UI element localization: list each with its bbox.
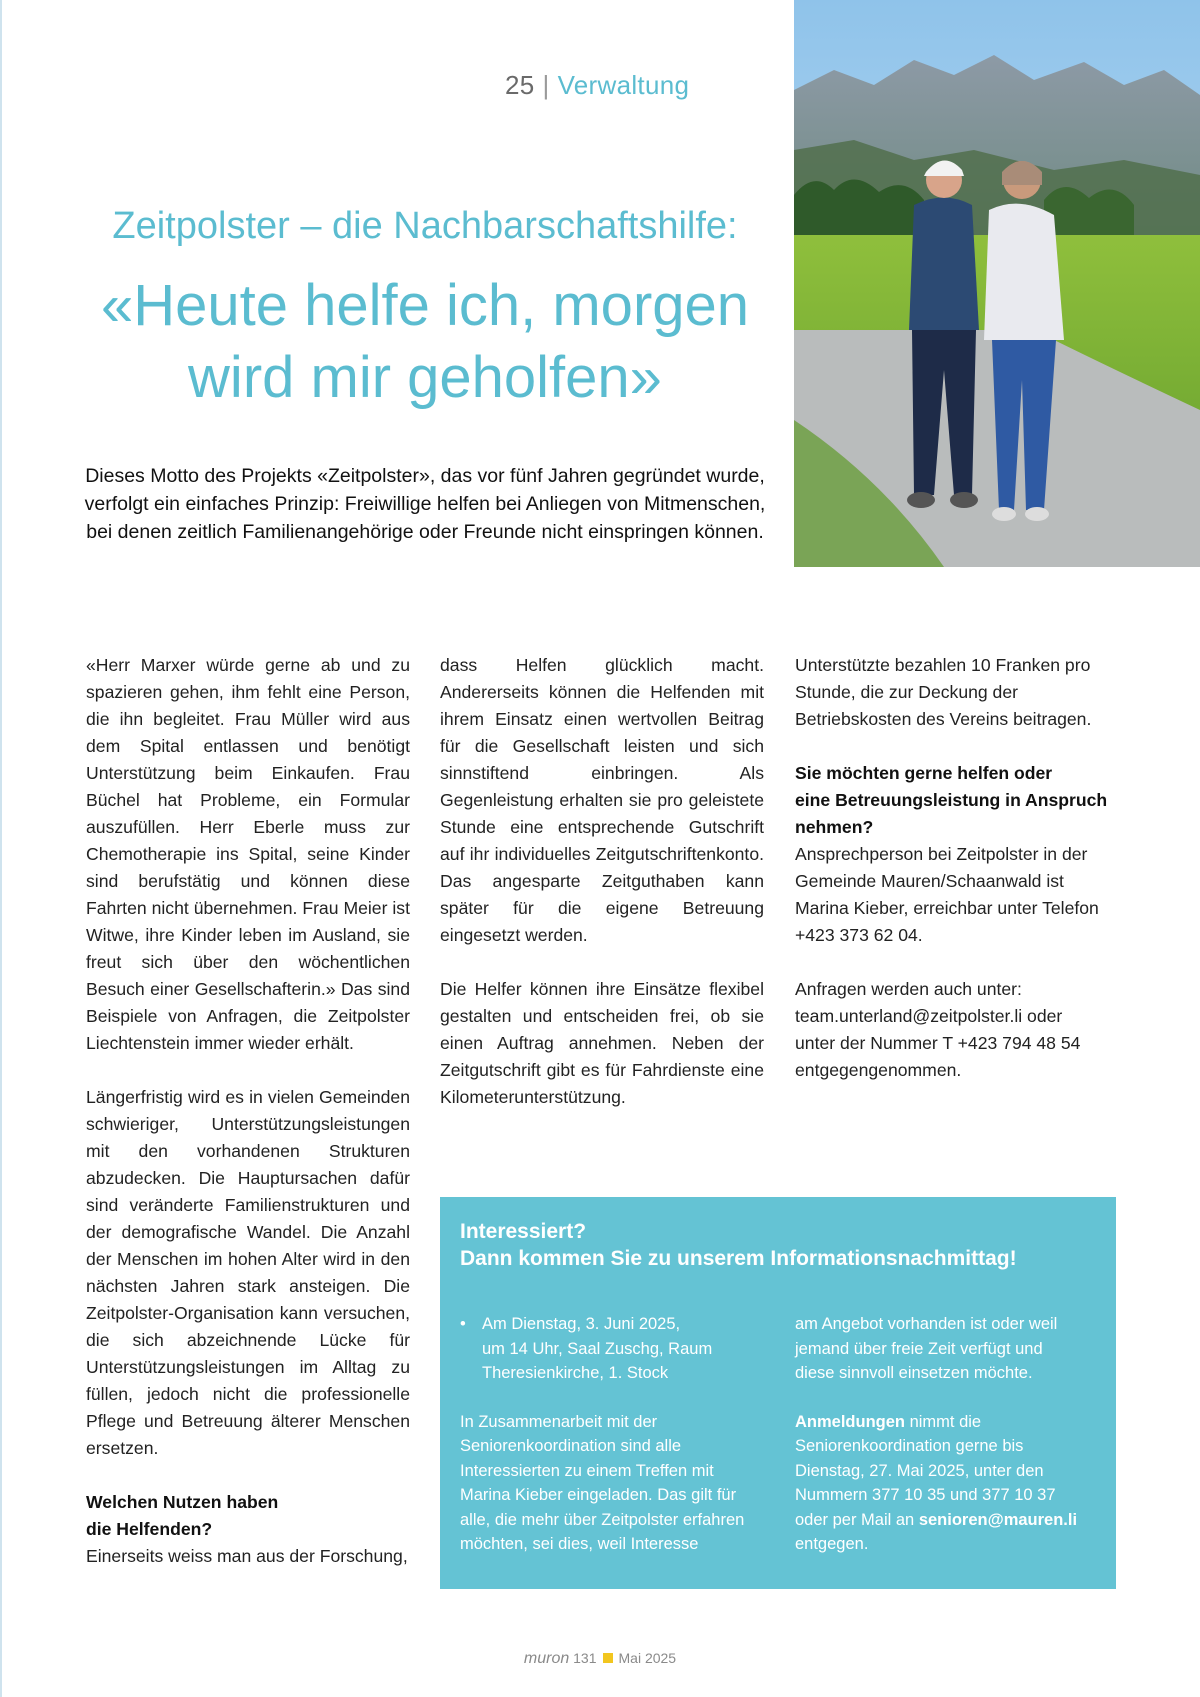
infobox-right-column	[795, 1312, 1080, 1581]
header-separator: |	[542, 70, 550, 100]
registration-text: nimmt die Seniorenkoordination gerne bis Dienstag, 27. Mai 2025, unter den Nummern 377 10 35 und 377 10 37 oder per Mail an	[795, 1412, 1056, 1529]
section-name: Verwaltung	[557, 70, 690, 100]
infobox-heading-2: Dann kommen Sie zu unserem Informationsnachmittag!	[460, 1247, 1017, 1270]
page-edge	[0, 0, 2, 1697]
contact-phone: unter der Nummer T +423 794 48 54	[795, 1033, 1081, 1053]
col2-paragraph-1: dass Helfen glücklich macht. Andererseits können die Helfenden mit ihrem Einsatz einen wertvollen Beitrag für die Gesellschaft leisten und sich sinnstiftend einbringen. Als Gegenleistung erhalten sie pro geleistete Stunde eine entsprechende Gutschrift auf ihr individuelles Zeitgutschriftenkonto. Das angesparte Zeitguthaben kann später für die eigene Betreuung eingesetzt werden.	[440, 655, 764, 945]
page-header	[505, 70, 689, 101]
registration-label: Anmeldungen	[795, 1412, 905, 1431]
column-3	[795, 652, 1120, 1084]
couple-walking-photo	[794, 0, 1200, 567]
col3-question-line-2: eine Betreuungsleistung in Anspruch	[795, 790, 1108, 810]
col3-p3-line-1: Anfragen werden auch unter:	[795, 979, 1022, 999]
registration-end: entgegen.	[795, 1535, 869, 1553]
infobox-left-column	[460, 1312, 745, 1581]
col3-question-line-1: Sie möchten gerne helfen oder	[795, 763, 1053, 783]
col3-paragraph-1: Unterstützte bezahlen 10 Franken pro Stunde, die zur Deckung der Betriebskosten des Vereins beitragen.	[795, 655, 1092, 729]
headline-line-2: wird mir geholfen»	[188, 345, 662, 410]
article-headline	[40, 270, 810, 414]
info-box	[440, 1197, 1116, 1589]
col3-p3-line-4: entgegengenommen.	[795, 1060, 962, 1080]
col2-paragraph-2: Die Helfer können ihre Einsätze flexibel gestalten und entscheiden frei, ob sie einen Auftrag annehmen. Neben der Zeitgutschrift gibt es für Fahrdienste eine Kilometerunterstützung.	[440, 979, 764, 1107]
col1-paragraph-3: Einerseits weiss man aus der Forschung,	[86, 1546, 408, 1566]
lead-paragraph: Dieses Motto des Projekts «Zeitpolster», das vor fünf Jahren gegründet wurde, verfolgt ein einfaches Prinzip: Freiwillige helfen bei Anliegen von Mitmenschen, bei denen zeitlich Familienangehörige oder Freunde nicht einspringen können.	[84, 465, 766, 543]
col1-paragraph-1: «Herr Marxer würde gerne ab und zu spazieren gehen, ihm fehlt eine Person, die ihn begleitet. Frau Müller wird aus dem Spital entlassen und benötigt Unterstützung beim Einkaufen. Frau Büchel hat Probleme, ein Formular auszufüllen. Herr Eberle muss zur Chemotherapie ins Spital, seine Kinder sind berufstätig und können diese Fahrten nicht übernehmen. Frau Meier ist Witwe, ihre Kinder leben im Ausland, sie freut sich über den wöchentlichen Besuch einer Gesellschafterin.» Das sind Beispiele von Anfragen, die Zeitpolster Liechtenstein immer wieder erhält.	[86, 655, 410, 1053]
footer-square-icon	[603, 1653, 613, 1663]
event-date: Am Dienstag, 3. Juni 2025,	[482, 1315, 681, 1333]
contact-email: team.unterland@zeitpolster.li oder	[795, 1006, 1063, 1026]
infobox-heading-1: Interessiert?	[460, 1220, 587, 1243]
event-room: Theresienkirche, 1. Stock	[482, 1364, 669, 1382]
col1-question-line-1: Welchen Nutzen haben	[86, 1492, 279, 1512]
event-details-bullet	[460, 1312, 745, 1386]
magazine-name: muron	[523, 1650, 570, 1667]
page-footer	[0, 1650, 1200, 1668]
col3-paragraph-2: Ansprechperson bei Zeitpolster in der Gemeinde Mauren/Schaanwald ist Marina Kieber, erreichbar unter Telefon +423 373 62 04.	[795, 844, 1099, 945]
article-subtitle: Zeitpolster – die Nachbarschaftshilfe:	[112, 205, 738, 247]
col1-question-line-2: die Helfenden?	[86, 1519, 213, 1539]
headline-line-1: «Heute helfe ich, morgen	[100, 273, 750, 338]
col1-paragraph-2: Längerfristig wird es in vielen Gemeinden schwieriger, Unterstützungsleistungen mit den vorhandenen Strukturen abzudecken. Die Hauptursachen dafür sind veränderte Familienstrukturen und der demografische Wandel. Die Anzahl der Menschen im hohen Alter wird in den nächsten Jahren stark ansteigen. Die Zeitpolster-Organisation kann versuchen, die sich abzeichnende Lücke für Unterstützungsleistungen im Alltag zu füllen, jedoch nicht die professionelle Pflege und Betreuung älterer Menschen ersetzen.	[86, 1087, 410, 1458]
infobox-right-paragraph-1: am Angebot vorhanden ist oder weil jemand über freie Zeit verfügt und diese sinnvoll einsetzen möchte.	[795, 1315, 1058, 1382]
issue-date: Mai 2025	[618, 1650, 677, 1666]
infobox-left-paragraph: In Zusammenarbeit mit der Seniorenkoordination sind alle Interessierten zu einem Treffen mit Marina Kieber eingeladen. Das gilt für alle, die mehr über Zeitpolster erfahren möchten, sei dies, weil Interesse	[460, 1412, 745, 1553]
col3-question-line-3: nehmen?	[795, 817, 874, 837]
issue-number: 131	[573, 1650, 597, 1666]
column-1	[86, 652, 410, 1570]
registration-email: senioren@mauren.li	[918, 1510, 1078, 1529]
page-number: 25	[505, 70, 535, 100]
infobox-right-paragraph-2	[795, 1410, 1080, 1557]
bullet-icon: •	[460, 1315, 466, 1333]
column-2	[440, 652, 764, 1138]
col3-paragraph-3	[795, 976, 1120, 1084]
event-time-place: um 14 Uhr, Saal Zuschg, Raum	[482, 1339, 713, 1358]
